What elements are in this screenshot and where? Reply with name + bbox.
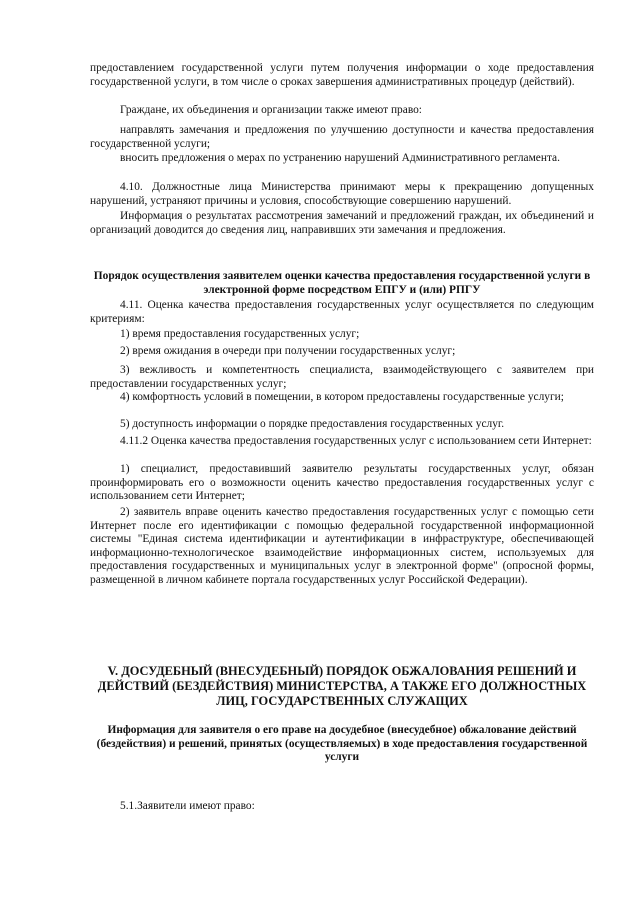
paragraph-4-11: 4.11. Оценка качества предоставления государственных услуг осуществляется по следующим критериям:: [90, 299, 594, 325]
criterion-2: 2) время ожидания в очереди при получении государственных услуг;: [120, 345, 456, 357]
paragraph-4-11-2: 4.11.2 Оценка качества предоставления государственных услуг с использованием сети Интернет:: [120, 435, 592, 447]
paragraph-5-1: 5.1.Заявители имеют право:: [120, 800, 255, 812]
internet-item-1: 1) специалист, предоставивший заявителю результаты государственных услуг, обязан проинформировать его о возможности оценить качество предоставления государственных услуг с использованием сети Интернет;: [90, 463, 594, 503]
criterion-5: 5) доступность информации о порядке предоставления государственных услуг.: [120, 418, 505, 430]
criterion-4: 4) комфортность условий в помещении, в котором предоставлены государственные услуги;: [120, 391, 564, 403]
section-v-title: V. ДОСУДЕБНЫЙ (ВНЕСУДЕБНЫЙ) ПОРЯДОК ОБЖАЛОВАНИЯ РЕШЕНИЙ И ДЕЙСТВИЙ (БЕЗДЕЙСТВИЯ) МИНИСТЕРСТВА, А ТАКЖЕ ЕГО ДОЛЖНОСТНЫХ ЛИЦ, ГОСУДАРСТВЕННЫХ СЛУЖАЩИХ: [97, 664, 587, 708]
paragraph-results-info: Информация о результатах рассмотрения замечаний и предложений граждан, их объединений и организаций доводится до сведения лиц, направивших эти замечания и предложения.: [90, 210, 594, 236]
paragraph-propose-measures: вносить предложения о мерах по устранению нарушений Административного регламента.: [120, 152, 560, 164]
heading-appeal-info: Информация для заявителя о его праве на досудебное (внесудебное) обжалование действий (бездействия) и решений, принятых (осуществляемых) в ходе предоставления государственной услуги: [96, 724, 588, 764]
paragraph-4-10: 4.10. Должностные лица Министерства принимают меры к прекращению допущенных нарушений, устраняют причины и условия, способствующие совершению нарушений.: [90, 181, 594, 207]
internet-item-2: 2) заявитель вправе оценить качество предоставления государственных услуг с помощью сети Интернет после его идентификации с помощью федеральной государственной информационной системы "Единая система идентификации и аутентификации в инфраструктуре, обеспечивающей информационно-технологическое взаимодействие информационных систем, используемых для предоставления государственных и муниципальных услуг в электронной форме" (опросной формы, размещенной в личном кабинете портала государственных услуг Российской Федерации).: [90, 506, 594, 586]
paragraph-info-progress: предоставлением государственной услуги путем получения информации о ходе предоставления государственной услуги, в том числе о сроках завершения административных процедур (действий).: [90, 62, 594, 88]
paragraph-send-remarks: направлять замечания и предложения по улучшению доступности и качества предоставления государственной услуги;: [90, 124, 594, 150]
paragraph-citizens-rights: Граждане, их объединения и организации также имеют право:: [120, 104, 422, 116]
heading-evaluation-procedure: Порядок осуществления заявителем оценки качества предоставления государственной услуги в электронной форме посредством ЕПГУ и (или) РПГУ: [93, 270, 591, 296]
criterion-3: 3) вежливость и компетентность специалиста, взаимодействующего с заявителем при предоставлении государственных услуг;: [90, 364, 594, 390]
criterion-1: 1) время предоставления государственных услуг;: [120, 328, 360, 340]
